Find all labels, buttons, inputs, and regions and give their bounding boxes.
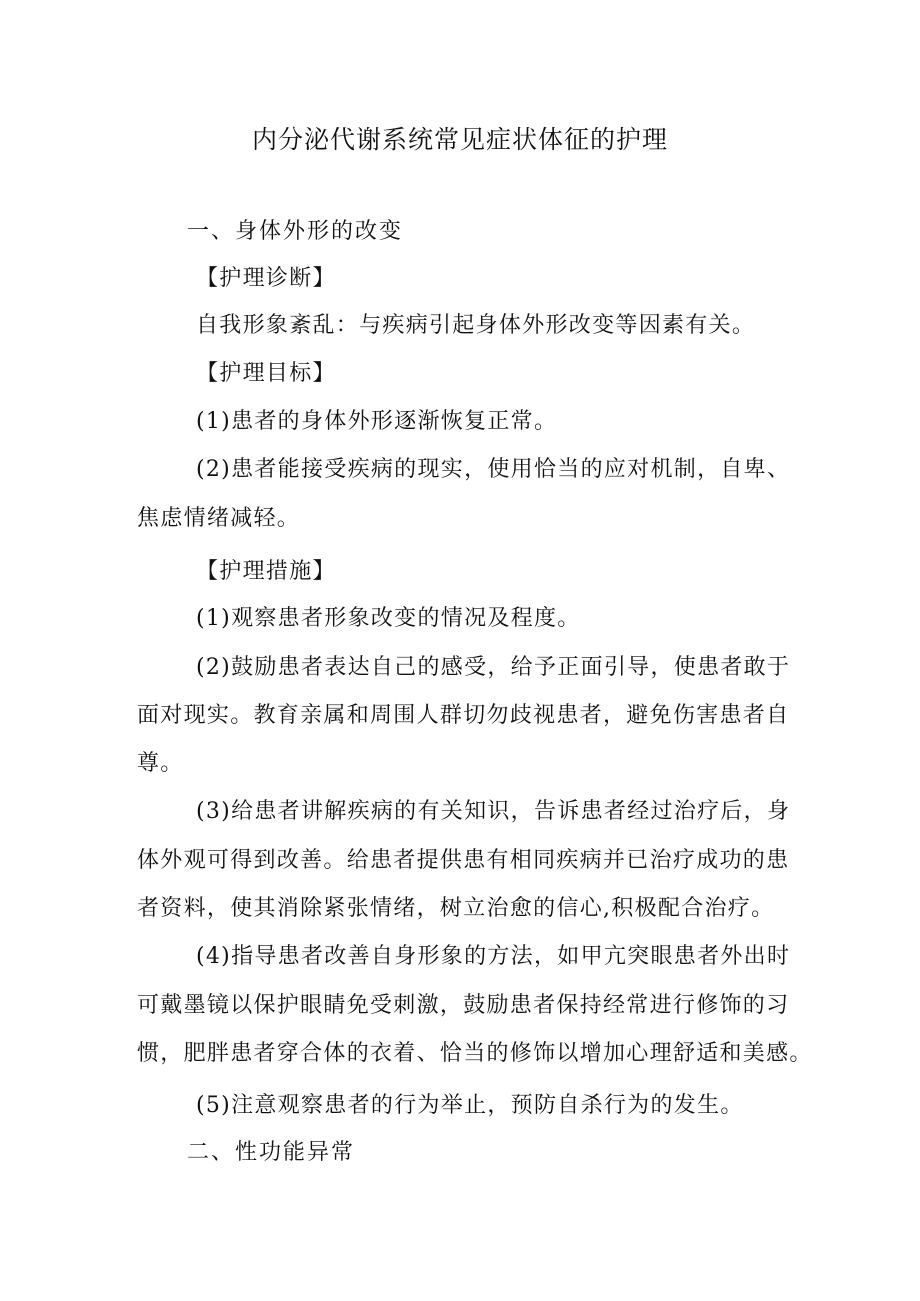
goal-item-2-line-2: 焦虑情绪减轻。 — [137, 506, 301, 531]
measure-item-2-line-1: (2)鼓励患者表达自己的感受，给予正面引导，使患者敢于 — [196, 655, 791, 680]
document-title: 内分泌代谢系统常见症状体征的护理 — [251, 125, 668, 154]
goal-item-1: (1)患者的身体外形逐渐恢复正常。 — [196, 409, 558, 434]
goal-item-2-line-1: (2)患者能接受疾病的现实，使用恰当的应对机制，自卑、 — [196, 457, 791, 482]
paragraph-diagnosis: 自我形象紊乱：与疾病引起身体外形改变等因素有关。 — [196, 313, 756, 338]
measure-item-3-line-2: 体外观可得到改善。给患者提供患有相同疾病并已治疗成功的患 — [137, 848, 790, 873]
section-heading-2: 二、性功能异常 — [187, 1140, 356, 1165]
measure-item-4-line-1: (4)指导患者改善自身形象的方法，如甲亢突眼患者外出时 — [196, 944, 791, 969]
measure-item-2-line-3: 尊。 — [137, 751, 184, 776]
measure-item-2-line-2: 面对现实。教育亲属和周围人群切勿歧视患者，避免伤害患者自 — [137, 703, 790, 728]
measure-item-5: (5)注意观察患者的行为举止，预防自杀行为的发生。 — [196, 1093, 744, 1118]
measure-item-1: (1)观察患者形象改变的情况及程度。 — [196, 606, 581, 631]
measure-item-4-line-2: 可戴墨镜以保护眼睛免受刺激，鼓励患者保持经常进行修饰的习 — [137, 993, 790, 1018]
subheading-nursing-diagnosis: 【护理诊断】 — [196, 266, 336, 291]
measure-item-3-line-1: (3)给患者讲解疾病的有关知识，告诉患者经过治疗后，身 — [196, 799, 791, 824]
subheading-nursing-measures: 【护理措施】 — [196, 559, 336, 584]
subheading-nursing-goals: 【护理目标】 — [196, 361, 336, 386]
section-heading-1: 一、身体外形的改变 — [187, 219, 404, 244]
measure-item-3-line-3: 者资料，使其消除紧张情绪，树立治愈的信心,积极配合治疗。 — [137, 896, 775, 921]
measure-item-4-line-3: 惯，肥胖患者穿合体的衣着、恰当的修饰以增加心理舒适和美感。 — [137, 1041, 813, 1066]
